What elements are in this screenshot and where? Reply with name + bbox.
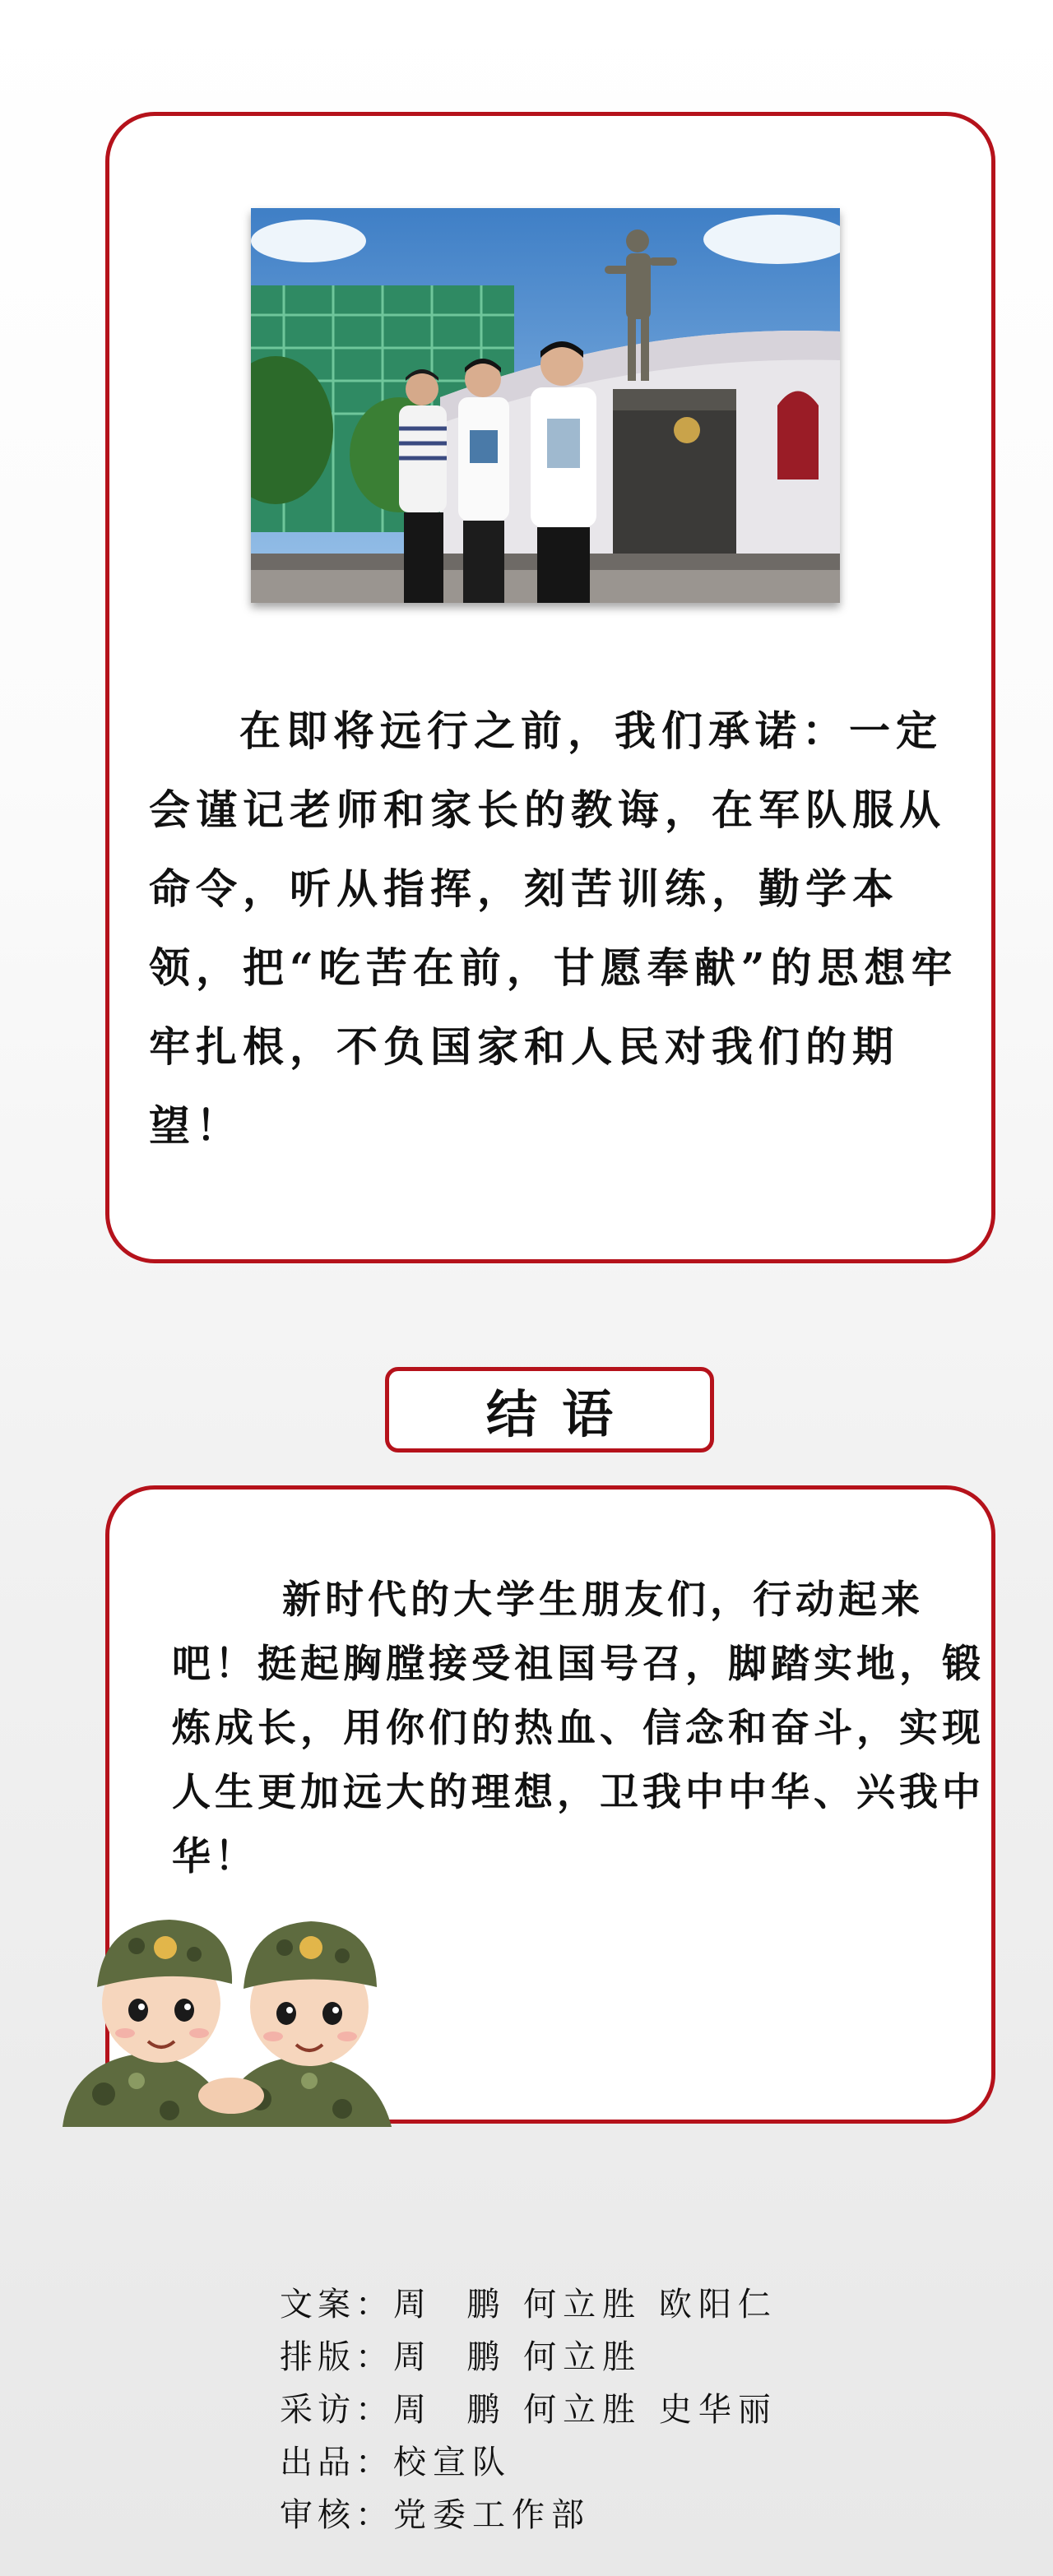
credit-label: 审核： bbox=[280, 2496, 393, 2534]
credit-row-producer bbox=[280, 2436, 856, 2489]
credit-row-review bbox=[280, 2489, 856, 2541]
credit-value: 周 鹏 何立胜 欧阳仁 bbox=[393, 2286, 777, 2323]
cartoon-soldiers bbox=[46, 1905, 416, 2127]
students-photo-icon bbox=[251, 208, 840, 603]
credits bbox=[280, 2278, 856, 2541]
credit-row-layout bbox=[280, 2331, 856, 2384]
credit-value: 党委工作部 bbox=[393, 2496, 591, 2534]
credit-value: 校宣队 bbox=[393, 2444, 512, 2481]
section-heading bbox=[385, 1367, 714, 1452]
credit-row-interview bbox=[280, 2384, 856, 2436]
credit-label: 出品： bbox=[280, 2444, 393, 2481]
credit-value: 周 鹏 何立胜 史华丽 bbox=[393, 2391, 777, 2429]
pledge-card bbox=[105, 112, 995, 1263]
credit-label: 文案： bbox=[280, 2286, 393, 2323]
cartoon-soldiers-icon bbox=[46, 1905, 416, 2127]
closing-paragraph: 新时代的大学生朋友们，行动起来吧！挺起胸膛接受祖国号召，脚踏实地，锻炼成长，用你们的热血、信念和奋斗，实现人生更加远大的理想，卫我中中华、兴我中华！ bbox=[172, 1578, 985, 1879]
credit-label: 采访： bbox=[280, 2391, 393, 2429]
credit-label: 排版： bbox=[280, 2338, 393, 2376]
pledge-paragraph: 在即将远行之前，我们承诺：一定会谨记老师和家长的教诲，在军队服从命令，听从指挥，刻苦训练，勤学本领，把“吃苦在前，甘愿奉献”的思想牢牢扎根，不负国家和人民对我们的期望！ bbox=[149, 707, 958, 1150]
section-heading-text: 结语 bbox=[485, 1383, 638, 1444]
credit-row-writing bbox=[280, 2278, 856, 2331]
credit-value: 周 鹏 何立胜 bbox=[393, 2338, 642, 2376]
students-photo bbox=[251, 208, 840, 603]
